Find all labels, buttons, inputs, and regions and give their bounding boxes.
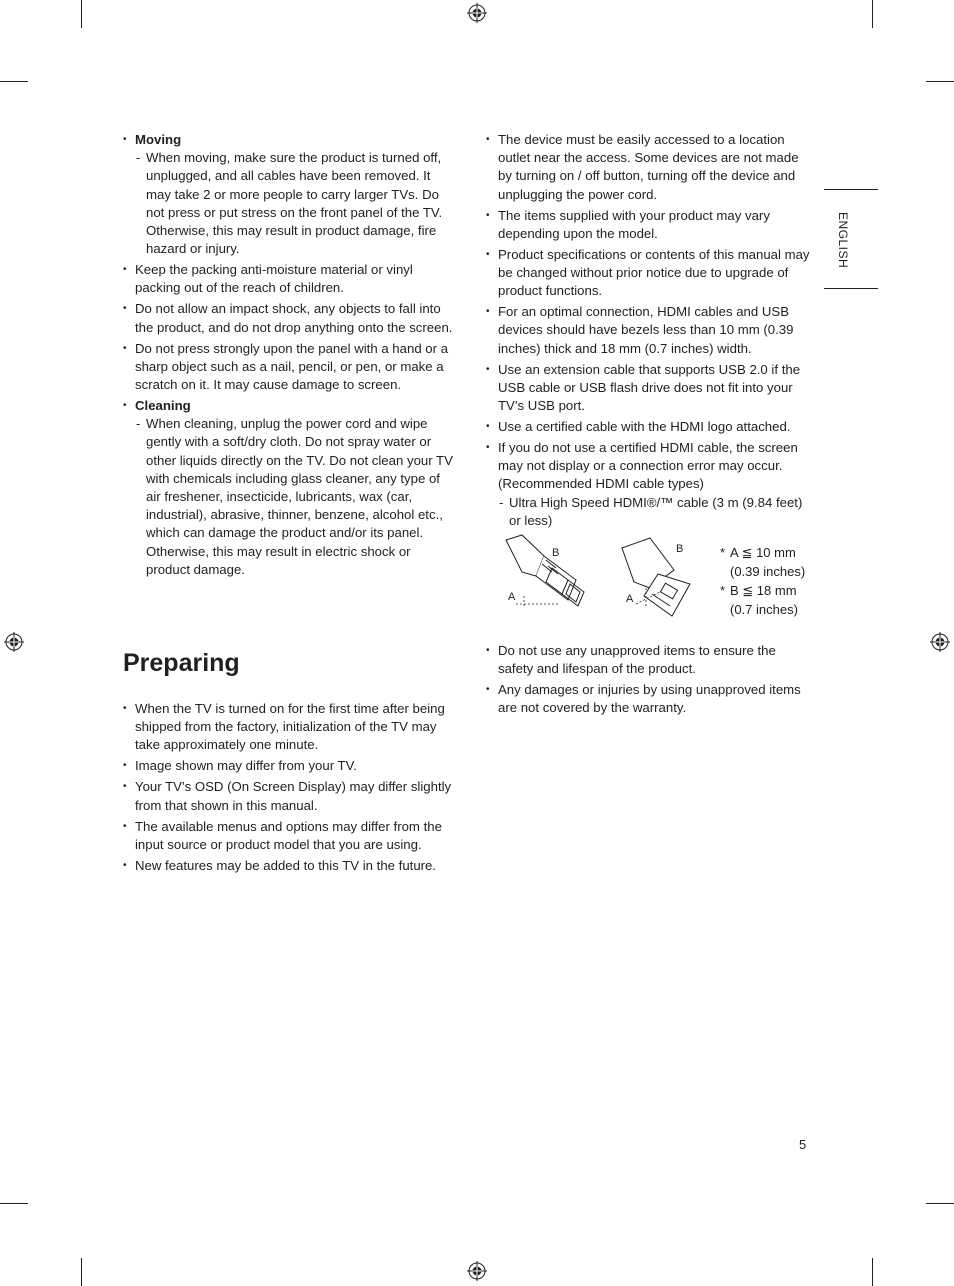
crop-mark: [926, 1203, 954, 1204]
preparing-list: [123, 700, 453, 875]
figure-notes: [720, 544, 820, 620]
section-heading: Preparing: [123, 649, 240, 677]
crop-mark: [0, 1203, 28, 1204]
list-item-hdmi: [486, 439, 814, 530]
connection-list: [486, 131, 814, 530]
right-column: [486, 131, 814, 720]
registration-mark-icon: [4, 632, 24, 652]
list-item-moving: [123, 131, 453, 258]
crop-mark: [872, 1258, 873, 1286]
list-item: • When the TV is turned on for the first time after being shipped from the factory, initialization of the TV may take approximately one minute.: [123, 700, 453, 755]
list-item: • Any damages or injuries by using unapproved items are not covered by the warranty.: [486, 681, 814, 717]
list-item: • The items supplied with your product may vary depending upon the model.: [486, 207, 814, 243]
crop-mark: [0, 81, 28, 82]
list-item-cleaning: [123, 397, 453, 579]
connector-illustration-icon: [500, 534, 714, 620]
registration-mark-icon: [930, 632, 950, 652]
left-column: [123, 131, 453, 582]
list-item: - When moving, make sure the product is turned off, unplugged, and all cables have been removed. It may take 2 or more people to carry larger TVs. Do not press or put stress on the front panel of the TV. Otherwise, this may result in product damage, fire hazard or injury.: [135, 149, 453, 258]
moving-sublist: [135, 149, 453, 258]
list-item: • New features may be added to this TV in the future.: [123, 857, 453, 875]
figure-label-b-usb: B: [676, 543, 684, 556]
language-tab-label: ENGLISH: [836, 212, 850, 269]
crop-mark: [81, 1258, 82, 1286]
warranty-list: [486, 642, 814, 718]
safety-list: [123, 131, 453, 579]
cleaning-title: Cleaning: [135, 398, 191, 414]
preparing-column: [123, 700, 453, 878]
list-item: • Your TV’s OSD (On Screen Display) may differ slightly from that shown in this manual.: [123, 778, 453, 814]
hdmi-sublist: [498, 494, 814, 530]
list-item: - Ultra High Speed HDMI®/™ cable (3 m (9.84 feet) or less): [498, 494, 814, 530]
note-b: * B ≦ 18 mm (0.7 inches): [720, 582, 820, 619]
list-item: • Use an extension cable that supports USB 2.0 if the USB cable or USB flash drive does not fit into your TV’s USB port.: [486, 361, 814, 416]
list-item: • The device must be easily accessed to a location outlet near the access. Some devices are not made by turning on / off button, turning off the device and unplugging the power cord.: [486, 131, 814, 204]
list-item: • Do not allow an impact shock, any objects to fall into the product, and do not drop anything onto the screen.: [123, 300, 453, 336]
list-item: • Do not use any unapproved items to ensure the safety and lifespan of the product.: [486, 642, 814, 678]
moving-title: Moving: [135, 132, 182, 147]
registration-mark-icon: [467, 3, 487, 23]
list-item: • Image shown may differ from your TV.: [123, 757, 453, 775]
list-item: • Product specifications or contents of this manual may be changed without prior notice due to upgrade of product functions.: [486, 246, 814, 301]
list-item: • For an optimal connection, HDMI cables and USB devices should have bezels less than 10 mm (0.39 inches) thick and 18 mm (0.7 inches) width.: [486, 303, 814, 358]
figure-label-b: B: [552, 547, 560, 560]
hdmi-text: If you do not use a certified HDMI cable, the screen may not display or a connection error may occur. (Recommended HDMI cable types): [498, 440, 798, 492]
crop-mark: [81, 0, 82, 28]
crop-mark: [926, 81, 954, 82]
cleaning-sublist: [135, 415, 453, 579]
registration-mark-icon: [467, 1261, 487, 1281]
language-tab: [824, 189, 878, 289]
list-item: • Use a certified cable with the HDMI logo attached.: [486, 418, 814, 436]
figure-label-a: A: [508, 591, 516, 604]
figure-label-a-usb: A: [626, 593, 634, 606]
list-item: • Do not press strongly upon the panel with a hand or a sharp object such as a nail, pencil, or pen, or make a scratch on it. It may cause damage to screen.: [123, 340, 453, 395]
page-number: 5: [799, 1137, 807, 1152]
list-item: • The available menus and options may differ from the input source or product model that you are using.: [123, 818, 453, 854]
connector-size-figure: [486, 534, 814, 634]
note-a: * A ≦ 10 mm (0.39 inches): [720, 544, 820, 581]
crop-mark: [872, 0, 873, 28]
list-item: - When cleaning, unplug the power cord and wipe gently with a soft/dry cloth. Do not spray water or other liquids directly on the TV. Do not clean your TV with chemicals including glass cleaner, any type of air freshener, insecticide, lubricants, wax (car, industrial), abrasive, thinner, benzene, alcohol etc., which can damage the product and/or its panel. Otherwise, this may result in electric shock or product damage.: [135, 415, 453, 579]
list-item: • Keep the packing anti-moisture material or vinyl packing out of the reach of children.: [123, 261, 453, 297]
